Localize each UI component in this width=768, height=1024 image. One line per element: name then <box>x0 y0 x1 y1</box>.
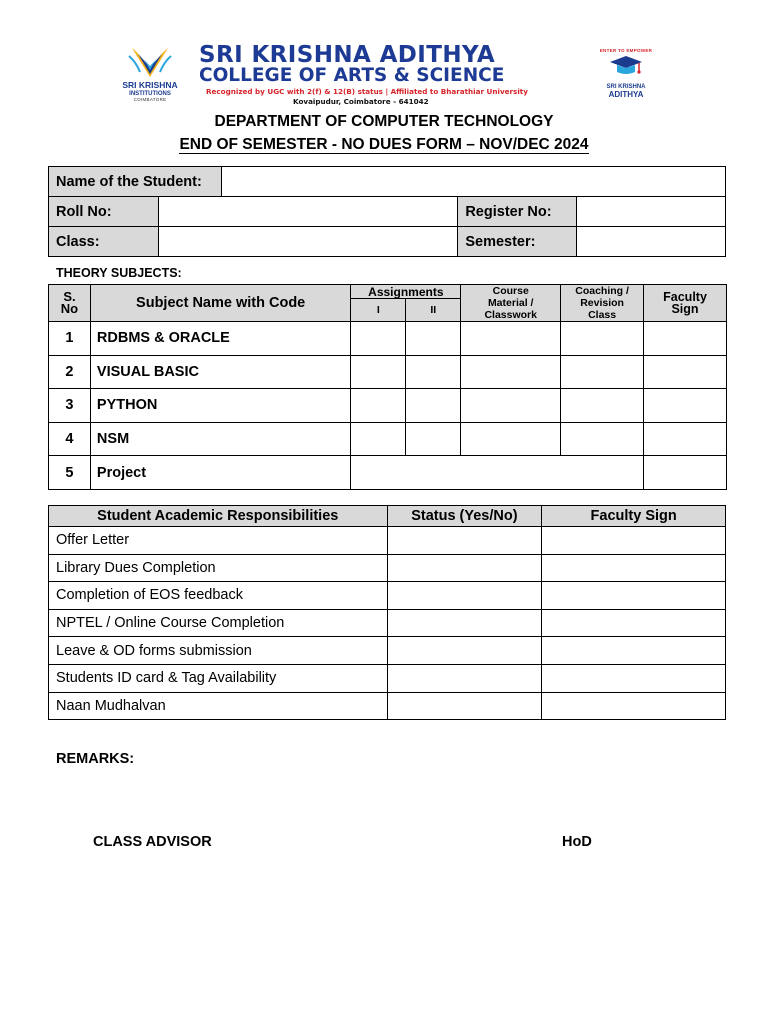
responsibilities-header-row <box>49 506 726 527</box>
subject-sno: 4 <box>49 422 91 456</box>
assignment-2-cell[interactable] <box>406 355 461 389</box>
responsibility-header: Student Academic Responsibilities <box>49 506 388 527</box>
assignment-1-cell[interactable] <box>351 355 406 389</box>
sno-header-line1: S. <box>63 289 76 304</box>
department-title: DEPARTMENT OF COMPUTER TECHNOLOGY <box>214 113 554 130</box>
semester-field[interactable] <box>577 227 726 257</box>
assignment-2-cell[interactable] <box>406 422 461 456</box>
college-name: SRI KRISHNA ADITHYA <box>199 42 496 68</box>
assignment-1-cell[interactable] <box>351 389 406 423</box>
course-header-line3: Classwork <box>484 309 537 321</box>
assignment-1-header: I <box>351 299 406 322</box>
theory-subjects-label: THEORY SUBJECTS: <box>56 266 182 280</box>
student-name-field[interactable] <box>221 167 725 197</box>
theory-row <box>49 322 727 356</box>
class-field[interactable] <box>158 227 457 257</box>
subject-sno: 3 <box>49 389 91 423</box>
faculty-sign-header <box>644 285 727 322</box>
coaching-header <box>561 285 644 322</box>
responsibility-row <box>49 692 726 720</box>
course-material-cell[interactable] <box>461 322 561 356</box>
faculty-sign-header: Faculty Sign <box>542 506 726 527</box>
responsibility-item: Naan Mudhalvan <box>49 692 388 720</box>
status-cell[interactable] <box>387 664 542 692</box>
remarks-label: REMARKS: <box>56 751 135 767</box>
class-advisor-label: CLASS ADVISOR <box>93 834 212 850</box>
logo-right-name1: SRI KRISHNA <box>606 84 646 90</box>
logo-left-name: SRI KRISHNA <box>122 80 178 90</box>
responsibilities-table <box>48 505 726 720</box>
assignment-1-cell[interactable] <box>351 322 406 356</box>
responsibility-item: Offer Letter <box>49 527 388 555</box>
sri-krishna-institutions-logo <box>115 44 185 104</box>
class-semester-row <box>49 227 726 257</box>
responsibility-row <box>49 582 726 610</box>
hod-label: HoD <box>562 834 592 850</box>
responsibility-row <box>49 664 726 692</box>
subject-name: PYTHON <box>90 389 350 423</box>
responsibility-item: Library Dues Completion <box>49 554 388 582</box>
status-cell[interactable] <box>387 527 542 555</box>
status-cell[interactable] <box>387 609 542 637</box>
student-info-table <box>48 166 726 257</box>
subject-name: RDBMS & ORACLE <box>90 322 350 356</box>
faculty-header-line2: Sign <box>671 302 699 316</box>
assignment-2-header: II <box>406 299 461 322</box>
faculty-sign-cell[interactable] <box>542 554 726 582</box>
subject-sno: 5 <box>49 456 91 490</box>
status-cell[interactable] <box>387 582 542 610</box>
student-name-row <box>49 167 726 197</box>
faculty-sign-cell[interactable] <box>542 664 726 692</box>
responsibility-row <box>49 609 726 637</box>
subject-sno: 1 <box>49 322 91 356</box>
sno-header-line2: No <box>60 301 79 316</box>
class-label: Class: <box>49 227 159 257</box>
sri-krishna-emblem-icon <box>126 44 174 80</box>
logo-left-city: COIMBATORE <box>133 96 167 102</box>
assignment-2-cell[interactable] <box>406 389 461 423</box>
coach-header-line1: Coaching / <box>575 285 629 297</box>
graduation-cap-icon <box>606 53 646 79</box>
roll-no-label: Roll No: <box>49 197 159 227</box>
course-material-cell[interactable] <box>461 355 561 389</box>
assignment-2-cell[interactable] <box>406 322 461 356</box>
status-cell[interactable] <box>387 692 542 720</box>
theory-row <box>49 389 727 423</box>
theory-subjects-table <box>48 284 727 490</box>
responsibility-row <box>49 527 726 555</box>
logo-left-sub: INSTITUTIONS <box>129 90 171 97</box>
faculty-sign-cell[interactable] <box>644 456 727 490</box>
register-no-field[interactable] <box>577 197 726 227</box>
responsibility-item: Completion of EOS feedback <box>49 582 388 610</box>
subject-name: VISUAL BASIC <box>90 355 350 389</box>
form-title <box>0 136 768 154</box>
assignments-header: Assignments <box>351 285 461 299</box>
coaching-cell[interactable] <box>561 322 644 356</box>
sri-krishna-adithya-logo <box>593 48 659 104</box>
roll-no-field[interactable] <box>158 197 457 227</box>
subject-name: NSM <box>90 422 350 456</box>
roll-register-row <box>49 197 726 227</box>
theory-row <box>49 422 727 456</box>
coaching-cell[interactable] <box>561 422 644 456</box>
coaching-cell[interactable] <box>561 355 644 389</box>
responsibility-item: Leave & OD forms submission <box>49 637 388 665</box>
semester-label: Semester: <box>458 227 577 257</box>
subject-header: Subject Name with Code <box>90 285 350 322</box>
form-title-text: END OF SEMESTER - NO DUES FORM – NOV/DEC 2024 <box>179 136 589 153</box>
responsibility-item: Students ID card & Tag Availability <box>49 664 388 692</box>
faculty-sign-cell[interactable] <box>542 692 726 720</box>
sno-header <box>49 285 91 322</box>
subject-name: Project <box>90 456 350 490</box>
faculty-header-line1: Faculty <box>663 290 707 304</box>
theory-header-row <box>49 285 727 299</box>
course-material-header <box>461 285 561 322</box>
faculty-sign-cell[interactable] <box>644 422 727 456</box>
course-material-cell[interactable] <box>461 389 561 423</box>
theory-row <box>49 456 727 490</box>
faculty-sign-cell[interactable] <box>644 389 727 423</box>
responsibility-item: NPTEL / Online Course Completion <box>49 609 388 637</box>
register-no-label: Register No: <box>458 197 577 227</box>
subject-sno: 2 <box>49 355 91 389</box>
faculty-sign-cell[interactable] <box>542 582 726 610</box>
faculty-sign-cell[interactable] <box>644 355 727 389</box>
faculty-sign-cell[interactable] <box>542 637 726 665</box>
status-header: Status (Yes/No) <box>387 506 542 527</box>
coaching-cell[interactable] <box>561 389 644 423</box>
course-material-cell[interactable] <box>461 422 561 456</box>
project-merged-cell[interactable] <box>351 456 644 490</box>
college-banner <box>93 42 685 106</box>
faculty-sign-cell[interactable] <box>542 527 726 555</box>
logo-right-tagline: ENTER TO EMPOWER <box>599 48 653 53</box>
coach-header-line3: Class <box>588 309 617 321</box>
course-header-line2: Material / <box>487 297 534 309</box>
faculty-sign-cell[interactable] <box>542 609 726 637</box>
college-recognition: Recognized by UGC with 2(f) & 12(B) status | Affiliated to Bharathiar University <box>206 87 528 96</box>
faculty-sign-cell[interactable] <box>644 322 727 356</box>
status-cell[interactable] <box>387 637 542 665</box>
assignment-1-cell[interactable] <box>351 422 406 456</box>
status-cell[interactable] <box>387 554 542 582</box>
responsibility-row <box>49 554 726 582</box>
responsibility-row <box>49 637 726 665</box>
course-header-line1: Course <box>492 285 529 297</box>
college-subtitle: COLLEGE OF ARTS & SCIENCE <box>199 65 505 86</box>
college-address: Kovaipudur, Coimbatore - 641042 <box>293 97 429 106</box>
coach-header-line2: Revision <box>580 297 624 309</box>
theory-row <box>49 355 727 389</box>
logo-right-name2: ADITHYA <box>608 90 644 99</box>
student-name-label: Name of the Student: <box>49 167 222 197</box>
